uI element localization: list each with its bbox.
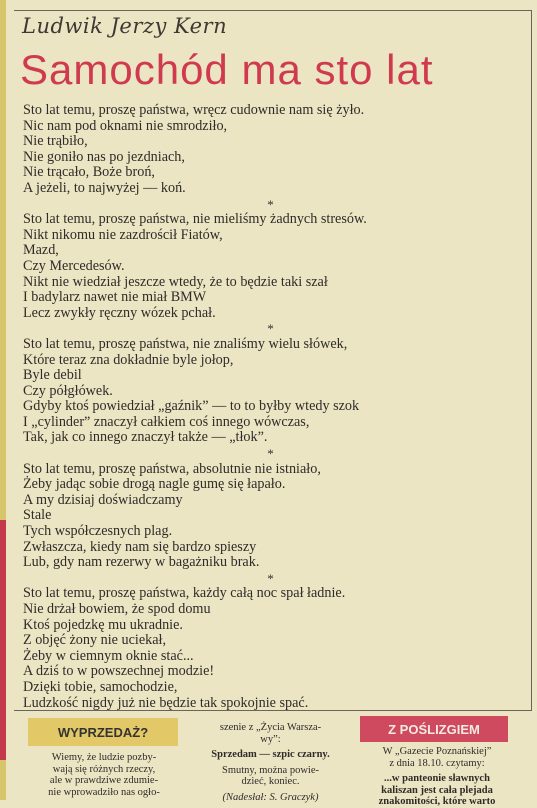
poem-line: Ludzkość nigdy już nie będzie tak spokojnie spać. <box>23 694 309 711</box>
poem-line: Nie trąbiło, <box>23 133 88 150</box>
poem-line: Mazd, <box>23 242 59 259</box>
column-line: dzieć, koniec. <box>241 776 300 787</box>
poem-line: Żeby jadąc sobie drogą nagle gumę się łapało. <box>23 476 286 493</box>
page-edge-red-strip <box>0 520 6 760</box>
column-line: wy”: <box>260 733 281 745</box>
column-heading-wyprzedaz: WYPRZEDAŻ? <box>28 718 178 746</box>
poem-line: Byle debil <box>23 367 82 384</box>
poem-line: Nikt nie wiedział jeszcze wtedy, że to będzie taki szał <box>23 273 328 290</box>
article-title: Samochód ma sto lat <box>20 46 434 93</box>
column-middle-text <box>193 722 348 803</box>
column-line: ale w prawdziwe zdumie- <box>49 775 159 786</box>
column-line: kaliszan jest cała plejada <box>381 784 493 796</box>
poem-line: Sto lat temu, proszę państwa, nie mieliśmy żadnych stresów. <box>23 211 367 228</box>
column-line: szenie z „Życia Warsza- <box>219 722 322 733</box>
poem-line: A dziś to w powszechnej modzie! <box>23 663 215 680</box>
column-right-text <box>362 746 512 808</box>
column-line: z dnia 18.10. czytamy: <box>389 757 485 769</box>
column-heading-z-posligiem: Z POŚLIZGIEM <box>360 716 508 742</box>
poem-line: I badylarz nawet nie miał BMW <box>23 289 207 306</box>
poem-body <box>23 103 518 711</box>
poem-line: A jeżeli, to najwyżej — koń. <box>23 179 186 196</box>
poem-line: Które teraz zna dokładnie byle jołop, <box>23 351 234 368</box>
poem-line: Zwłaszcza, kiedy nam się bardzo spieszy <box>23 538 257 555</box>
column-line: znakomitości, które warto <box>378 796 496 807</box>
column-signature: (Nadesłał: S. Graczyk) <box>222 791 319 803</box>
poem-line: Lecz zwykły ręczny wózek pchał. <box>23 304 216 321</box>
poem-line: Nic nam pod oknami nie smrodziło, <box>23 117 228 134</box>
column-line: Wiemy, że ludzie pozby- <box>51 752 157 763</box>
poem-line: Stale <box>23 507 52 524</box>
stanza-separator: * <box>267 196 274 212</box>
poem-line: A my dzisiaj doświadczamy <box>23 491 183 508</box>
column-line: ...w panteonie sławnych <box>384 773 490 784</box>
poem-line: Tych współczesnych plag. <box>23 523 173 540</box>
poem-line: Tak, jak co innego znaczył także — „tłok”. <box>23 429 268 446</box>
poem-line: Dzięki tobie, samochodzie, <box>23 678 178 695</box>
poem-line: Sto lat temu, proszę państwa, każdy całą noc spał ładnie. <box>23 585 346 602</box>
poem-line: Nie trącało, Boże broń, <box>23 164 155 181</box>
stanza-separator: * <box>267 321 274 337</box>
column-left-text <box>30 752 178 798</box>
column-line: nie wprowadziło nas ogło- <box>48 786 160 798</box>
column-line: wają się różnych rzeczy, <box>52 763 156 775</box>
poem-line: Sto lat temu, proszę państwa, wręcz cudownie nam się żyło. <box>23 102 365 118</box>
poem-line: Nikt nikomu nie zazdrościł Fiatów, <box>23 226 223 243</box>
poem-line: Czy półgłówek. <box>23 382 113 399</box>
poem-line: Czy Mercedesów. <box>23 257 125 274</box>
poem-line: Gdyby ktoś powiedział „gaźnik” — to to byłby wtedy szok <box>23 398 360 415</box>
column-line: Sprzedam — szpic czarny. <box>211 749 330 760</box>
poem-line: I „cylinder” znaczył całkiem coś innego wówczas, <box>23 413 310 430</box>
poem-line: Ktoś pojedzkę mu ukradnie. <box>23 616 183 633</box>
poem-line: Nie goniło nas po jezdniach, <box>23 148 185 165</box>
article-author: Ludwik Jerzy Kern <box>22 14 228 38</box>
poem-line: Sto lat temu, proszę państwa, nie znaliśmy wielu słówek, <box>23 335 348 352</box>
stanza-separator: * <box>267 570 274 586</box>
poem-line: Żeby w ciemnym oknie stać... <box>23 647 194 664</box>
poem-line: Sto lat temu, proszę państwa, absolutnie nie istniało, <box>23 460 321 477</box>
stanza-separator: * <box>267 446 274 462</box>
poem-line: Lub, gdy nam rezerwy w bagażniku brak. <box>23 554 260 571</box>
section-divider <box>14 710 532 711</box>
column-line: Smutny, można powie- <box>221 764 319 776</box>
poem-line: Z objęć żony nie uciekał, <box>23 632 166 649</box>
poem-line: Nie drżał bowiem, że spod domu <box>23 601 211 617</box>
column-line: W „Gazecie Poznańskiej” <box>382 746 492 757</box>
